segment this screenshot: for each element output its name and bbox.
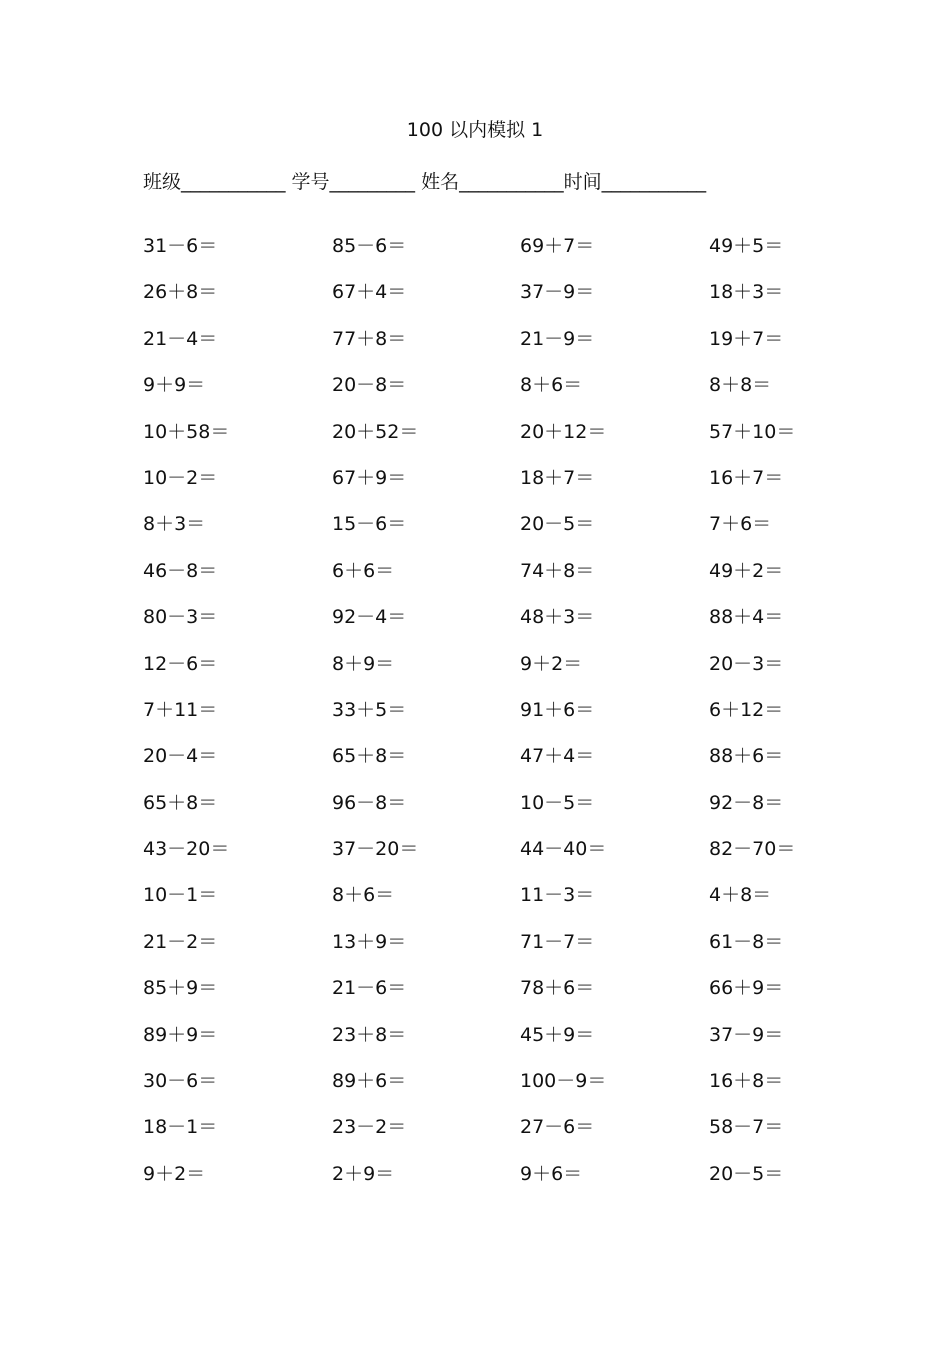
problem-item: 20－5＝ — [709, 1162, 784, 1185]
problem-item: 78＋6＝ — [520, 977, 595, 1000]
problem-item: 16＋7＝ — [709, 466, 784, 489]
problem-item: 7＋6＝ — [709, 513, 772, 536]
problem-item: 67＋4＝ — [332, 281, 407, 304]
problem-item: 45＋9＝ — [520, 1023, 595, 1046]
problem-item: 20－8＝ — [332, 374, 407, 397]
problem-item: 67＋9＝ — [332, 466, 407, 489]
problem-item: 9＋9＝ — [143, 374, 206, 397]
problem-item: 92－4＝ — [332, 606, 407, 629]
problem-item: 18＋7＝ — [520, 466, 595, 489]
problem-item: 89＋9＝ — [143, 1023, 218, 1046]
problem-item: 37－9＝ — [520, 281, 595, 304]
problem-item: 9＋2＝ — [520, 652, 583, 675]
problem-item: 20－3＝ — [709, 652, 784, 675]
problem-item: 48＋3＝ — [520, 606, 595, 629]
problem-item: 20－4＝ — [143, 745, 218, 768]
problem-item: 49＋2＝ — [709, 559, 784, 582]
problem-item: 37－20＝ — [332, 838, 419, 861]
problem-item: 9＋6＝ — [520, 1162, 583, 1185]
problem-item: 12－6＝ — [143, 652, 218, 675]
problem-item: 57＋10＝ — [709, 420, 796, 443]
problem-item: 66＋9＝ — [709, 977, 784, 1000]
problem-item: 23－2＝ — [332, 1116, 407, 1139]
problem-item: 77＋8＝ — [332, 327, 407, 350]
problem-item: 80－3＝ — [143, 606, 218, 629]
problem-item: 37－9＝ — [709, 1023, 784, 1046]
page-title: 100 以内模拟 1 — [406, 119, 544, 141]
problem-item: 20＋52＝ — [332, 420, 419, 443]
problem-item: 15－6＝ — [332, 513, 407, 536]
problem-item: 30－6＝ — [143, 1070, 218, 1093]
problem-item: 21－4＝ — [143, 327, 218, 350]
problem-item: 58－7＝ — [709, 1116, 784, 1139]
problem-item: 8＋9＝ — [332, 652, 395, 675]
problem-item: 74＋8＝ — [520, 559, 595, 582]
problem-item: 61－8＝ — [709, 930, 784, 953]
problem-item: 27－6＝ — [520, 1116, 595, 1139]
problem-item: 71－7＝ — [520, 930, 595, 953]
problem-item: 8＋6＝ — [520, 374, 583, 397]
problem-item: 13＋9＝ — [332, 930, 407, 953]
problem-item: 31－6＝ — [143, 235, 218, 257]
problem-item: 10＋58＝ — [143, 420, 230, 443]
problem-item: 49＋5＝ — [709, 235, 784, 257]
problem-item: 10－1＝ — [143, 884, 218, 907]
problem-item: 4＋8＝ — [709, 884, 772, 907]
problem-item: 26＋8＝ — [143, 281, 218, 304]
student-info-line: 班级___________ 学号_________ 姓名___________时间___________ — [143, 171, 707, 193]
problem-item: 96－8＝ — [332, 791, 407, 814]
problem-item: 44－40＝ — [520, 838, 607, 861]
problem-item: 6＋12＝ — [709, 698, 784, 721]
problem-item: 19＋7＝ — [709, 327, 784, 350]
problem-item: 92－8＝ — [709, 791, 784, 814]
problem-item: 88＋4＝ — [709, 606, 784, 629]
problem-item: 6＋6＝ — [332, 559, 395, 582]
problem-item: 23＋8＝ — [332, 1023, 407, 1046]
problem-item: 7＋11＝ — [143, 698, 218, 721]
problem-item: 2＋9＝ — [332, 1162, 395, 1185]
problem-item: 65＋8＝ — [143, 791, 218, 814]
problem-item: 21－9＝ — [520, 327, 595, 350]
problem-item: 16＋8＝ — [709, 1070, 784, 1093]
problem-item: 91＋6＝ — [520, 698, 595, 721]
problem-item: 85－6＝ — [332, 235, 407, 257]
problem-item: 8＋6＝ — [332, 884, 395, 907]
problem-item: 18＋3＝ — [709, 281, 784, 304]
problem-item: 43－20＝ — [143, 838, 230, 861]
problem-item: 69＋7＝ — [520, 235, 595, 257]
problem-item: 85＋9＝ — [143, 977, 218, 1000]
problem-item: 8＋8＝ — [709, 374, 772, 397]
problem-item: 9＋2＝ — [143, 1162, 206, 1185]
problem-item: 88＋6＝ — [709, 745, 784, 768]
problem-item: 10－2＝ — [143, 466, 218, 489]
problem-item: 21－2＝ — [143, 930, 218, 953]
problem-item: 65＋8＝ — [332, 745, 407, 768]
problem-item: 46－8＝ — [143, 559, 218, 582]
problem-item: 82－70＝ — [709, 838, 796, 861]
problem-item: 10－5＝ — [520, 791, 595, 814]
problem-item: 20－5＝ — [520, 513, 595, 536]
problem-item: 20＋12＝ — [520, 420, 607, 443]
problem-item: 100－9＝ — [520, 1070, 607, 1093]
problem-item: 33＋5＝ — [332, 698, 407, 721]
problem-item: 18－1＝ — [143, 1116, 218, 1139]
problem-item: 47＋4＝ — [520, 745, 595, 768]
problem-item: 21－6＝ — [332, 977, 407, 1000]
problem-item: 89＋6＝ — [332, 1070, 407, 1093]
problem-item: 11－3＝ — [520, 884, 595, 907]
problem-item: 8＋3＝ — [143, 513, 206, 536]
